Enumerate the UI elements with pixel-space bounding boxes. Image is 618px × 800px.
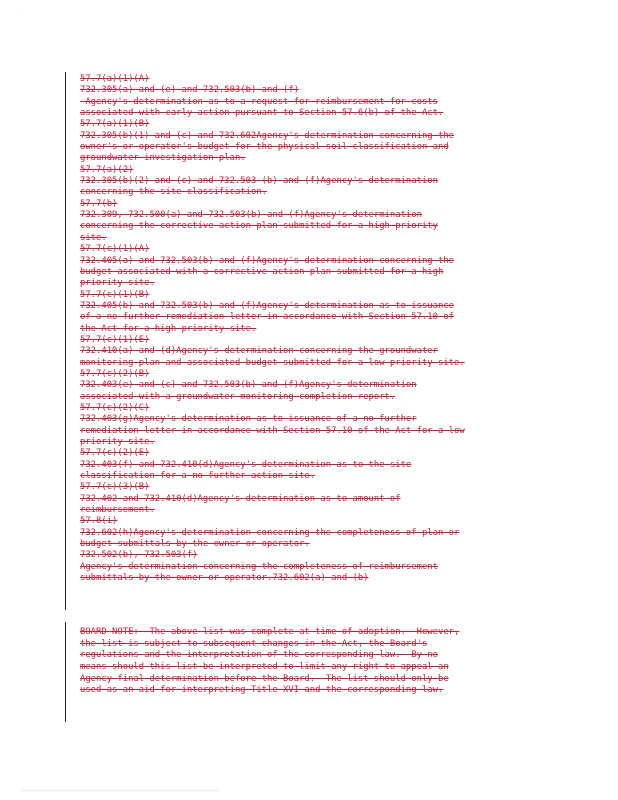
text-line: classification for a no further action site. xyxy=(80,471,316,482)
text-line: 57.7(a)(1)(B) xyxy=(80,119,150,130)
text-line: budget submittals by the owner or operator. xyxy=(80,539,310,550)
text-line: concerning the site classification. xyxy=(80,187,268,198)
text-line: the Act for a high priority site. xyxy=(80,323,257,334)
change-bar xyxy=(65,622,66,722)
text-line: 57.7(a)(1)(A) xyxy=(80,74,150,84)
note-line: means should this list be interpreted to limit any right to appeal an xyxy=(80,662,449,673)
text-line: 732.403(e) and (c) and 732.503(b) and (f)Agency's determination xyxy=(80,380,417,391)
text-line: 732.309, 732.500(a) and 732.503(b) and (f)Agency's determination xyxy=(80,210,422,221)
text-line: 732.305(b)(2) and (c) and 732.503 (b) and (f)Agency's determination xyxy=(80,176,438,187)
text-line: Agency's determination as to a request for reimbursement for costs xyxy=(80,96,438,107)
text-line: 57.7(c)(1)(B) xyxy=(80,289,150,300)
note-line: BOARD NOTE: The above list was complete at time of adoption. However, xyxy=(80,627,460,637)
appeal-provisions-list xyxy=(80,74,560,584)
text-line: reimbursement. xyxy=(80,505,155,516)
corner-mark: · xyxy=(22,8,24,15)
text-line: concerning the corrective action plan submitted for a high priority xyxy=(80,221,438,232)
text-line: budget associated with a corrective action plan submitted for a high xyxy=(80,266,444,277)
note-line: used as an aid for interpreting Title XVI and the corresponding law. xyxy=(80,685,444,696)
text-line: 732.305(b)(1) and (c) and 732.602Agency's determination concerning the xyxy=(80,130,455,141)
text-line: 732.403(f) and 732.410(d)Agency's determination as to the site xyxy=(80,459,412,470)
text-line: submittals by the owner or operator.732.602(a) and (b) xyxy=(80,573,369,584)
text-line: associated with a groundwater monitoring completion report. xyxy=(80,391,396,402)
text-line: 732.402 and 732.410(d)Agency's determination as to amount of xyxy=(80,493,401,504)
text-line: 732.410(a) and (d)Agency's determination concerning the groundwater xyxy=(80,346,438,357)
text-line: 57.7(a)(2) xyxy=(80,164,134,175)
note-line: regulations and the interpretation of the corresponding law. By no xyxy=(80,650,438,661)
text-line: 57.7(b) xyxy=(80,198,118,209)
text-line: 732.305(a) and (e) and 732.503(b) and (f) xyxy=(80,85,300,96)
board-note xyxy=(80,627,560,697)
note-line: the list is subject to subsequent changes in the Act, the Board's xyxy=(80,638,428,649)
text-line: priority site. xyxy=(80,278,155,289)
text-line: Agency's determination concerning the completeness of reimbursement xyxy=(80,561,438,572)
text-line: 732.602(h)Agency's determination concerning the completeness of plan or xyxy=(80,527,460,538)
text-line: 732.405(b) and 732.503(b) and (f)Agency's determination as to issuance xyxy=(80,300,455,311)
text-line: 57.7(c)(2)(E) xyxy=(80,448,150,459)
page-bottom-rule xyxy=(20,790,220,791)
text-line: 57.7(c)(1)(E) xyxy=(80,334,150,345)
text-line: associated with early action pursuant to Section 57.6(b) of the Act. xyxy=(80,108,444,119)
text-line: groundwater investigation plan. xyxy=(80,153,246,164)
text-line: 732.502(b), 732.503(f) xyxy=(80,550,198,561)
text-line: 57.8(i) xyxy=(80,516,118,527)
text-line: 57.7(c)(2)(C) xyxy=(80,402,150,413)
text-line: monitoring plan and associated budget submitted for a low priority site. xyxy=(80,357,465,368)
text-line: remediation letter in accordance with Section 57.10 of the Act for a low xyxy=(80,425,465,436)
change-bar xyxy=(65,72,66,610)
text-line: priority site. xyxy=(80,437,155,447)
text-line: owner's or operator's budget for the physical soil classification and xyxy=(80,142,449,153)
text-line: 732.405(a) and 732.503(b) and (f)Agency's determination concerning the xyxy=(80,255,455,266)
text-line: 57.7(c)(2)(B) xyxy=(80,368,150,379)
note-line: Agency final determination before the Board. The list should only be xyxy=(80,673,449,684)
text-line: of a no further remediation letter in accordance with Section 57.10 of xyxy=(80,312,455,323)
text-line: 57.7(c)(3)(B) xyxy=(80,482,150,493)
text-line: 57.7(c)(1)(A) xyxy=(80,244,150,255)
text-line: 732.403(g)Agency's determination as to issuance of a no further xyxy=(80,414,417,425)
text-line: site. xyxy=(80,232,107,243)
